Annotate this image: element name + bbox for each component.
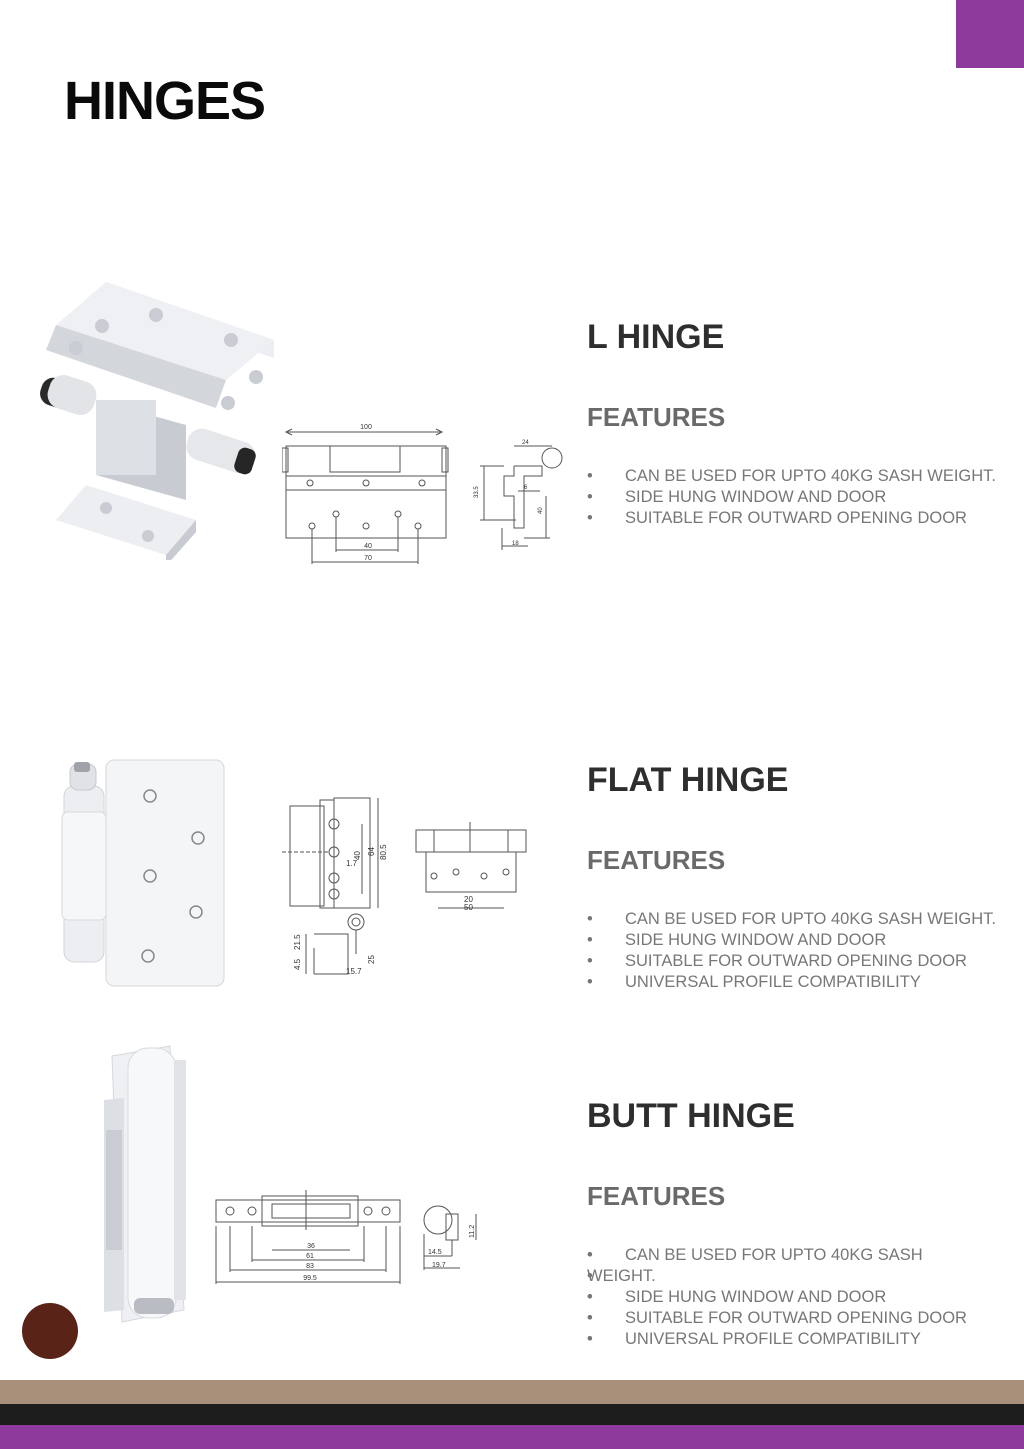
dim-label: 36 [307, 1243, 315, 1250]
dim-label: 40 [353, 851, 362, 860]
footer-band-tan [0, 1380, 1024, 1404]
dim-label: 24 [522, 440, 529, 446]
dim-label: 61 [306, 1253, 314, 1260]
feature-item: • SUITABLE FOR OUTWARD OPENING DOOR [587, 951, 1017, 972]
brown-dot-decoration [22, 1303, 78, 1359]
l-hinge-side-drawing [464, 436, 570, 552]
dim-label: 21.5 [293, 934, 302, 950]
flat-hinge-photo [56, 756, 228, 990]
dim-label: 20 [464, 895, 473, 904]
butt-hinge-side-drawing [416, 1196, 490, 1274]
dim-label: 19.7 [432, 1262, 446, 1269]
l-hinge-front-drawing [282, 418, 457, 574]
dim-label: 83 [306, 1263, 314, 1270]
feature-item: • • SUITABLE FOR OUTWARD OPENING DOOR [587, 1308, 1017, 1329]
footer-band-dark [0, 1404, 1024, 1425]
butt-hinge-photo [84, 1040, 192, 1326]
feature-item: • • SIDE HUNG WINDOW AND DOOR [587, 1287, 1017, 1308]
corner-accent [956, 0, 1024, 68]
dim-label: 50 [464, 903, 473, 912]
flat-hinge-front-drawing [282, 790, 394, 912]
dim-label: 40 [538, 507, 544, 514]
features-heading: FEATURES [587, 402, 726, 432]
features-list [587, 909, 1017, 993]
dim-label: 33.5 [474, 486, 480, 498]
feature-item: • • UNIVERSAL PROFILE COMPATIBILITY [587, 1329, 1017, 1350]
dim-label: 70 [364, 555, 372, 562]
l-hinge-photo [36, 270, 276, 560]
feature-item-continued: • WEIGHT. [587, 1266, 1017, 1287]
footer-band-purple [0, 1425, 1024, 1449]
dim-label: 25 [367, 955, 376, 964]
product-name: L HINGE [587, 318, 725, 356]
features-heading: FEATURES [587, 845, 726, 875]
feature-item: • UNIVERSAL PROFILE COMPATIBILITY [587, 972, 1017, 993]
feature-item: • SIDE HUNG WINDOW AND DOOR [587, 487, 1017, 508]
l-hinge-section [587, 318, 1017, 529]
dim-label: 18 [512, 541, 519, 547]
feature-item: • SIDE HUNG WINDOW AND DOOR [587, 930, 1017, 951]
dim-label: 40 [364, 543, 372, 550]
butt-hinge-front-drawing [212, 1190, 404, 1290]
dim-label: 80.5 [379, 844, 388, 860]
dim-label: 1.7 [346, 859, 358, 868]
dim-label: 100 [360, 424, 372, 431]
flat-hinge-side-drawing [292, 910, 386, 980]
flat-hinge-section [587, 761, 1017, 993]
flat-hinge-top-drawing [412, 822, 530, 916]
features-list [587, 1245, 1017, 1350]
dim-label: 11.2 [469, 1224, 476, 1238]
dim-label: 4.5 [293, 958, 302, 970]
feature-item: • • CAN BE USED FOR UPTO 40KG SASH [587, 1245, 1017, 1266]
product-name: FLAT HINGE [587, 761, 789, 799]
page-title: HINGES [64, 71, 266, 131]
feature-item: • CAN BE USED FOR UPTO 40KG SASH WEIGHT. [587, 466, 1017, 487]
feature-item: • SUITABLE FOR OUTWARD OPENING DOOR [587, 508, 1017, 529]
features-heading: FEATURES [587, 1181, 726, 1211]
features-list [587, 466, 1017, 529]
dim-label: 6 [524, 485, 528, 491]
product-name: BUTT HINGE [587, 1097, 795, 1135]
dim-label: 99.5 [303, 1275, 317, 1282]
butt-hinge-section [587, 1097, 1017, 1350]
feature-item: • CAN BE USED FOR UPTO 40KG SASH WEIGHT. [587, 909, 1017, 930]
dim-label: 15.7 [346, 967, 362, 976]
dim-label: 64 [367, 847, 376, 856]
dim-label: 14.5 [428, 1249, 442, 1256]
